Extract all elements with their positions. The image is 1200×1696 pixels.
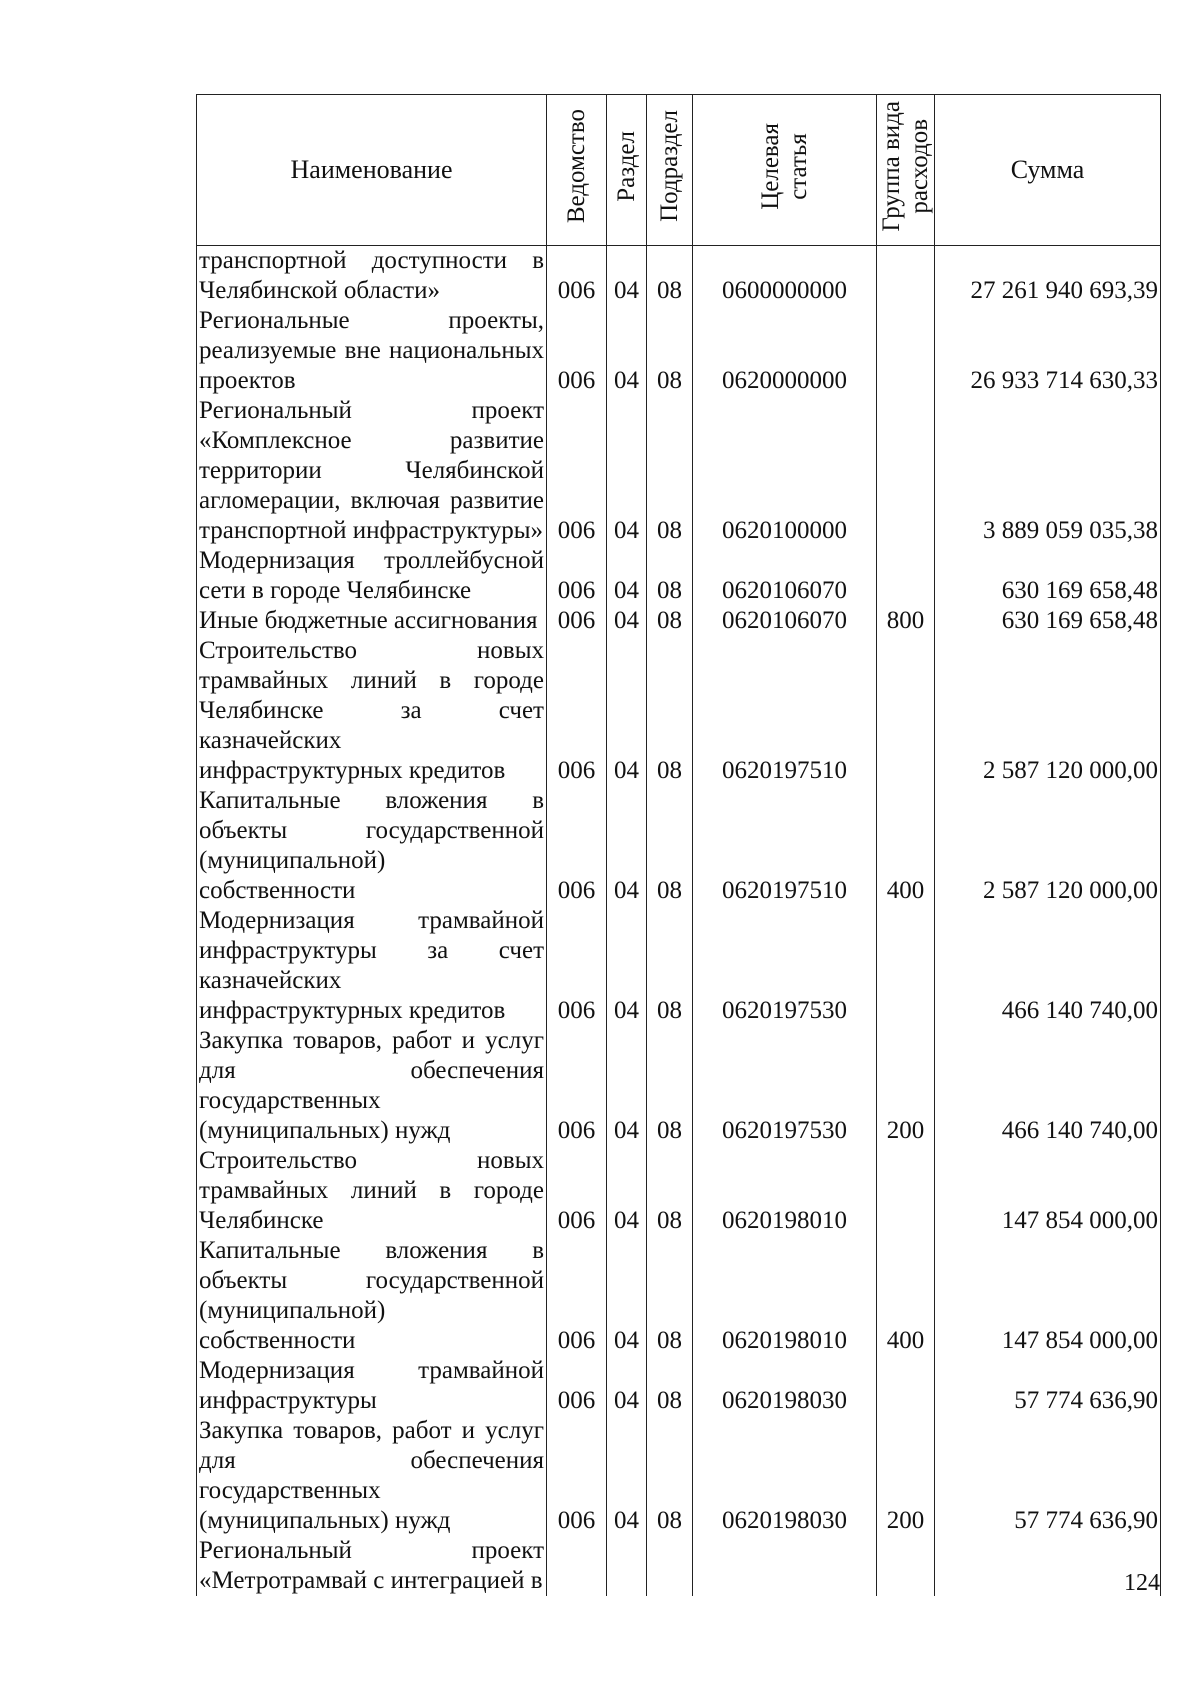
table-body [197, 246, 1161, 1597]
cell-gruppa [877, 396, 935, 546]
cell-razdel: 04 [607, 546, 647, 606]
table-row [197, 1356, 1161, 1416]
table-row [197, 546, 1161, 606]
cell-name: транспортной доступности в Челябинской области» [197, 246, 547, 307]
table-header-row [197, 95, 1161, 246]
cell-celevaya-statya: 0620198010 [693, 1236, 877, 1356]
cell-gruppa [877, 1146, 935, 1236]
cell-name: Модернизация трамвайной инфраструктуры за счет казначейских инфраструктурных кредитов [197, 906, 547, 1026]
cell-podrazdel: 08 [647, 1146, 693, 1236]
table-row [197, 396, 1161, 546]
cell-razdel: 04 [607, 636, 647, 786]
cell-vedomstvo: 006 [547, 786, 607, 906]
table-row [197, 1236, 1161, 1356]
cell-gruppa: 800 [877, 606, 935, 636]
cell-celevaya-statya [693, 1536, 877, 1596]
table-row [197, 1026, 1161, 1146]
cell-summa: 2 587 120 000,00 [935, 636, 1161, 786]
cell-podrazdel: 08 [647, 906, 693, 1026]
cell-name: Закупка товаров, работ и услуг для обеспечения государственных (муниципальных) нужд [197, 1026, 547, 1146]
cell-razdel: 04 [607, 1236, 647, 1356]
cell-razdel: 04 [607, 606, 647, 636]
cell-summa: 26 933 714 630,33 [935, 306, 1161, 396]
header-summa: Сумма [935, 95, 1161, 246]
cell-gruppa: 200 [877, 1416, 935, 1536]
cell-vedomstvo: 006 [547, 1416, 607, 1536]
cell-celevaya-statya: 0620198030 [693, 1356, 877, 1416]
table-row [197, 1536, 1161, 1596]
cell-summa: 27 261 940 693,39 [935, 246, 1161, 307]
cell-celevaya-statya: 0620197530 [693, 906, 877, 1026]
cell-summa: 2 587 120 000,00 [935, 786, 1161, 906]
cell-name: Региональный проект «Метротрамвай с интеграцией в [197, 1536, 547, 1596]
cell-celevaya-statya: 0620106070 [693, 546, 877, 606]
cell-gruppa: 200 [877, 1026, 935, 1146]
cell-vedomstvo: 006 [547, 906, 607, 1026]
table-row [197, 636, 1161, 786]
cell-vedomstvo: 006 [547, 1026, 607, 1146]
cell-vedomstvo: 006 [547, 1236, 607, 1356]
cell-celevaya-statya: 0600000000 [693, 246, 877, 307]
table-row [197, 606, 1161, 636]
cell-podrazdel: 08 [647, 636, 693, 786]
header-name: Наименование [197, 95, 547, 246]
header-razdel: Раздел [607, 95, 647, 246]
cell-podrazdel: 08 [647, 1356, 693, 1416]
cell-name: Капитальные вложения в объекты государственной (муниципальной) собственности [197, 1236, 547, 1356]
cell-podrazdel: 08 [647, 546, 693, 606]
cell-summa: 466 140 740,00 [935, 1026, 1161, 1146]
cell-podrazdel: 08 [647, 1236, 693, 1356]
cell-gruppa [877, 1356, 935, 1416]
cell-name: Иные бюджетные ассигнования [197, 606, 547, 636]
cell-gruppa [877, 636, 935, 786]
cell-summa: 57 774 636,90 [935, 1416, 1161, 1536]
cell-gruppa [877, 246, 935, 307]
table-row [197, 246, 1161, 307]
cell-podrazdel: 08 [647, 606, 693, 636]
cell-podrazdel: 08 [647, 1416, 693, 1536]
cell-razdel [607, 1536, 647, 1596]
cell-gruppa [877, 306, 935, 396]
cell-razdel: 04 [607, 1356, 647, 1416]
cell-name: Модернизация троллейбусной сети в городе Челябинске [197, 546, 547, 606]
cell-vedomstvo: 006 [547, 246, 607, 307]
cell-summa: 147 854 000,00 [935, 1146, 1161, 1236]
cell-gruppa [877, 906, 935, 1026]
cell-celevaya-statya: 0620000000 [693, 306, 877, 396]
cell-summa: 630 169 658,48 [935, 606, 1161, 636]
cell-name: Строительство новых трамвайных линий в городе Челябинске за счет казначейских инфраструктурных кредитов [197, 636, 547, 786]
cell-celevaya-statya: 0620198030 [693, 1416, 877, 1536]
cell-gruppa [877, 546, 935, 606]
cell-celevaya-statya: 0620106070 [693, 606, 877, 636]
cell-razdel: 04 [607, 906, 647, 1026]
cell-razdel: 04 [607, 786, 647, 906]
cell-celevaya-statya: 0620100000 [693, 396, 877, 546]
cell-summa: 630 169 658,48 [935, 546, 1161, 606]
cell-celevaya-statya: 0620197530 [693, 1026, 877, 1146]
cell-gruppa: 400 [877, 1236, 935, 1356]
cell-vedomstvo: 006 [547, 606, 607, 636]
cell-name: Закупка товаров, работ и услуг для обеспечения государственных (муниципальных) нужд [197, 1416, 547, 1536]
cell-razdel: 04 [607, 246, 647, 307]
cell-name: Региональный проект «Комплексное развитие территории Челябинской агломерации, включая развитие транспортной инфраструктуры» [197, 396, 547, 546]
cell-vedomstvo: 006 [547, 306, 607, 396]
header-gruppa-vida-rashodov: Группа вида расходов [877, 95, 935, 246]
cell-summa: 147 854 000,00 [935, 1236, 1161, 1356]
page-number: 124 [1124, 1570, 1160, 1596]
cell-gruppa [877, 1536, 935, 1596]
cell-vedomstvo: 006 [547, 546, 607, 606]
cell-razdel: 04 [607, 1416, 647, 1536]
table-row [197, 786, 1161, 906]
cell-name: Капитальные вложения в объекты государственной (муниципальной) собственности [197, 786, 547, 906]
table-row [197, 906, 1161, 1026]
table-row [197, 306, 1161, 396]
cell-vedomstvo: 006 [547, 1146, 607, 1236]
cell-podrazdel: 08 [647, 306, 693, 396]
cell-podrazdel: 08 [647, 1026, 693, 1146]
table-row [197, 1146, 1161, 1236]
cell-name: Модернизация трамвайной инфраструктуры [197, 1356, 547, 1416]
cell-podrazdel: 08 [647, 396, 693, 546]
header-celevaya-statya: Целевая статья [693, 95, 877, 246]
cell-summa: 466 140 740,00 [935, 906, 1161, 1026]
cell-celevaya-statya: 0620197510 [693, 786, 877, 906]
cell-name: Региональные проекты, реализуемые вне национальных проектов [197, 306, 547, 396]
cell-vedomstvo: 006 [547, 636, 607, 786]
cell-podrazdel: 08 [647, 786, 693, 906]
cell-razdel: 04 [607, 1146, 647, 1236]
cell-summa: 57 774 636,90 [935, 1356, 1161, 1416]
table-row [197, 1416, 1161, 1536]
budget-table [196, 94, 1161, 1596]
cell-summa: 3 889 059 035,38 [935, 396, 1161, 546]
cell-vedomstvo: 006 [547, 396, 607, 546]
cell-celevaya-statya: 0620198010 [693, 1146, 877, 1236]
cell-razdel: 04 [607, 306, 647, 396]
cell-podrazdel: 08 [647, 246, 693, 307]
cell-podrazdel [647, 1536, 693, 1596]
cell-gruppa: 400 [877, 786, 935, 906]
cell-celevaya-statya: 0620197510 [693, 636, 877, 786]
cell-razdel: 04 [607, 1026, 647, 1146]
cell-vedomstvo [547, 1536, 607, 1596]
cell-vedomstvo: 006 [547, 1356, 607, 1416]
cell-name: Строительство новых трамвайных линий в городе Челябинске [197, 1146, 547, 1236]
header-podrazdel: Подраздел [647, 95, 693, 246]
cell-razdel: 04 [607, 396, 647, 546]
header-vedomstvo: Ведомство [547, 95, 607, 246]
